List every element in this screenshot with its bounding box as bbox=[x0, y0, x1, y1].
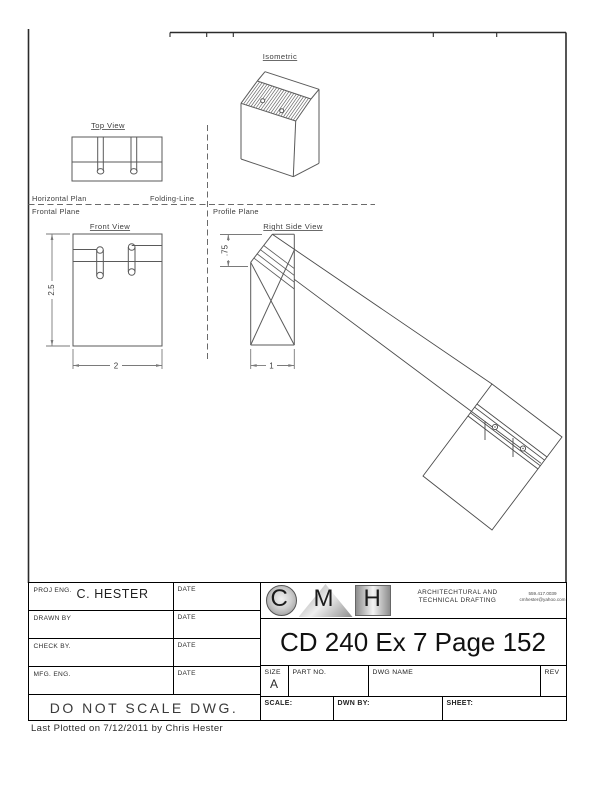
check-by-date-cell bbox=[173, 639, 260, 666]
sheet-cell bbox=[443, 697, 566, 720]
auxiliary-view bbox=[423, 384, 562, 530]
rev-cell bbox=[541, 666, 566, 696]
proj-eng-cell bbox=[29, 583, 173, 610]
title-block-left-section bbox=[29, 583, 261, 720]
part-no-label: PART NO. bbox=[292, 669, 327, 676]
firm-contact bbox=[519, 591, 567, 603]
size-band bbox=[261, 666, 566, 697]
sheet-label: SHEET: bbox=[446, 700, 474, 707]
frontal-plane-label: Frontal Plane bbox=[32, 207, 80, 216]
sheet-frame bbox=[29, 29, 567, 583]
size-value: A bbox=[269, 677, 278, 691]
right-side-view-label: Right Side View bbox=[263, 222, 323, 231]
front-height-value: 2.5 bbox=[47, 284, 57, 296]
size-cell bbox=[261, 666, 289, 696]
check-by-label: CHECK BY. bbox=[33, 643, 71, 650]
no-scale-note: DO NOT SCALE DWG. bbox=[49, 700, 239, 716]
drawn-by-row bbox=[29, 611, 260, 639]
rev-label: REV bbox=[544, 669, 560, 676]
folding-lines bbox=[29, 125, 376, 360]
front-view bbox=[73, 234, 162, 346]
no-scale-row bbox=[29, 696, 260, 720]
part-no-cell bbox=[289, 666, 369, 696]
firm-name-line1: ARCHITECHTURAL AND bbox=[417, 589, 498, 596]
dwg-name-cell bbox=[369, 666, 541, 696]
mfg-eng-label: MFG. ENG. bbox=[33, 671, 71, 678]
top-view-label: Top View bbox=[91, 121, 125, 130]
side-width-value: 1 bbox=[269, 361, 274, 371]
logo-letter-h: H bbox=[363, 585, 381, 612]
date-label: DATE bbox=[177, 586, 196, 593]
check-by-row bbox=[29, 639, 260, 667]
slope-height-value: .75 bbox=[220, 244, 230, 257]
mfg-eng-cell bbox=[29, 667, 173, 694]
isometric-view-label: Isometric bbox=[262, 52, 298, 61]
proj-eng-value: C. HESTER bbox=[76, 587, 149, 601]
right-side-view bbox=[251, 234, 295, 345]
proj-eng-date-cell bbox=[173, 583, 260, 610]
isometric-view bbox=[241, 72, 319, 177]
check-by-cell bbox=[29, 639, 173, 666]
proj-eng-label: PROJ ENG. bbox=[33, 587, 72, 594]
drawn-by-label: DRAWN BY bbox=[33, 615, 72, 622]
firm-email: cmhester@yahoo.com bbox=[519, 597, 566, 602]
firm-name-line2: TECHNICAL DRAFTING bbox=[418, 597, 497, 604]
date-label: DATE bbox=[177, 670, 196, 677]
plot-note: Last Plotted on 7/12/2011 by Chris Hester bbox=[31, 723, 224, 734]
top-view bbox=[72, 137, 162, 181]
dwg-name-label: DWG NAME bbox=[372, 669, 414, 676]
firm-name bbox=[399, 589, 517, 605]
mfg-eng-row bbox=[29, 667, 260, 695]
drawing-title: CD 240 Ex 7 Page 152 bbox=[280, 626, 546, 657]
scale-band bbox=[261, 697, 566, 720]
front-view-label: Front View bbox=[89, 222, 131, 231]
title-block bbox=[28, 582, 567, 721]
size-label: SIZE bbox=[264, 669, 281, 676]
drawn-by-date-cell bbox=[173, 611, 260, 638]
logo-band bbox=[261, 583, 566, 619]
logo-letter-c: C bbox=[270, 585, 288, 612]
scale-cell bbox=[261, 697, 334, 720]
dwn-by-label: DWN BY: bbox=[337, 700, 370, 707]
drawn-by-cell bbox=[29, 611, 173, 638]
profile-plane-label: Profile Plane bbox=[213, 207, 259, 216]
date-label: DATE bbox=[177, 614, 196, 621]
drawing-title-band bbox=[261, 619, 566, 666]
date-label: DATE bbox=[177, 642, 196, 649]
horizontal-plan-label: Horizontal Plan bbox=[32, 194, 87, 203]
firm-phone: 559.417.0039 bbox=[528, 591, 557, 596]
mfg-eng-date-cell bbox=[173, 667, 260, 694]
slot-edge-lines bbox=[254, 246, 294, 290]
projection-lines bbox=[272, 234, 541, 463]
proj-eng-row bbox=[29, 583, 260, 611]
scale-label: SCALE: bbox=[264, 700, 293, 707]
logo-letter-m: M bbox=[313, 585, 334, 612]
cmh-logo bbox=[263, 583, 391, 619]
folding-line-label: Folding-Line bbox=[150, 194, 195, 203]
front-width-value: 2 bbox=[113, 361, 119, 371]
dwn-by-cell bbox=[334, 697, 443, 720]
title-block-right-section bbox=[261, 583, 566, 720]
